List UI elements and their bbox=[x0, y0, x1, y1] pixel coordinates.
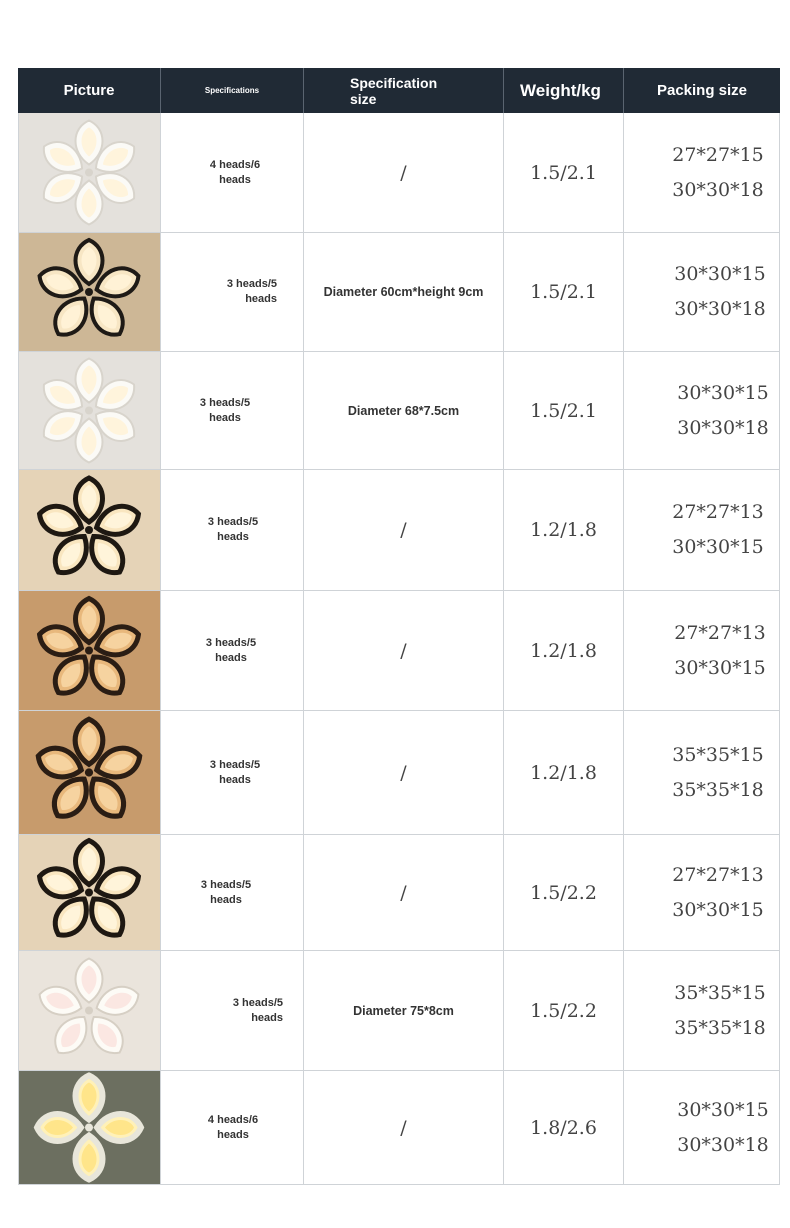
packing-size-1: 27*27*13 bbox=[674, 621, 766, 644]
weight-cell: 1.5/2.2 bbox=[504, 951, 624, 1070]
packing-size-1: 27*27*13 bbox=[672, 501, 764, 523]
spec-line-2: heads bbox=[251, 1011, 283, 1024]
packing-size-cell bbox=[624, 233, 780, 351]
spec-line-2: heads bbox=[217, 1128, 249, 1141]
packing-size-1: 35*35*15 bbox=[674, 981, 766, 1004]
spec-line-1: 3 heads/5 bbox=[209, 758, 261, 771]
weight-cell: 1.5/2.2 bbox=[504, 835, 624, 950]
weight-cell: 1.2/1.8 bbox=[504, 470, 624, 590]
spec-size-cell: / bbox=[304, 1071, 504, 1184]
packing-size-2: 30*30*18 bbox=[677, 1133, 769, 1156]
packing-size-cell bbox=[624, 711, 780, 834]
lamp-crystal-leaf-icon bbox=[18, 711, 161, 834]
spec-size-cell: / bbox=[304, 711, 504, 834]
weight-cell: 1.2/1.8 bbox=[504, 591, 624, 710]
spec-line-2: heads bbox=[245, 293, 277, 305]
lamp-black-leaf-icon bbox=[18, 835, 161, 950]
packing-size-2: 30*30*15 bbox=[674, 656, 766, 679]
packing-size-cell bbox=[624, 835, 780, 950]
spec-size-cell: Diameter 60cm*height 9cm bbox=[304, 233, 504, 351]
weight-cell: 1.5/2.1 bbox=[504, 113, 624, 232]
spec-size-cell: / bbox=[304, 591, 504, 710]
header-picture: Picture bbox=[18, 68, 161, 113]
table-row bbox=[18, 113, 780, 233]
specifications-cell bbox=[161, 1071, 304, 1184]
spec-size-cell: / bbox=[304, 835, 504, 950]
weight-cell: 1.5/2.1 bbox=[504, 233, 624, 351]
packing-size-cell bbox=[624, 352, 780, 469]
spec-line-1: 3 heads/5 bbox=[232, 996, 283, 1009]
header-spec-size bbox=[304, 68, 504, 113]
specifications-cell bbox=[161, 591, 304, 710]
lamp-white-petals-icon bbox=[18, 352, 161, 469]
packing-size-1: 27*27*15 bbox=[672, 143, 764, 166]
lamp-black-leaf-icon bbox=[18, 470, 161, 590]
table-row bbox=[18, 591, 780, 711]
spec-size-cell: / bbox=[304, 470, 504, 590]
specifications-cell bbox=[161, 113, 304, 232]
lamp-curl-petals-icon bbox=[18, 951, 161, 1070]
specifications-cell bbox=[161, 233, 304, 351]
spec-line-2: heads bbox=[217, 531, 249, 543]
table-row bbox=[18, 1071, 780, 1185]
packing-size-cell bbox=[624, 470, 780, 590]
spec-line-2: heads bbox=[219, 773, 251, 786]
spec-line-1: 3 heads/5 bbox=[200, 878, 252, 891]
packing-size-cell bbox=[624, 951, 780, 1070]
spec-size-cell: / bbox=[304, 113, 504, 232]
weight-cell: 1.8/2.6 bbox=[504, 1071, 624, 1184]
weight-cell: 1.5/2.1 bbox=[504, 352, 624, 469]
specifications-cell bbox=[161, 835, 304, 950]
header-weight: Weight/kg bbox=[504, 68, 624, 113]
packing-size-cell bbox=[624, 113, 780, 232]
spec-line-2: heads bbox=[215, 651, 247, 664]
packing-size-2: 30*30*18 bbox=[674, 298, 766, 320]
table-row bbox=[18, 233, 780, 352]
packing-size-2: 35*35*18 bbox=[672, 778, 764, 801]
packing-size-1: 27*27*13 bbox=[672, 863, 764, 886]
packing-size-cell bbox=[624, 1071, 780, 1184]
table-row bbox=[18, 711, 780, 835]
header-specifications: Specifications bbox=[161, 68, 304, 113]
spec-size-cell: Diameter 68*7.5cm bbox=[304, 352, 504, 469]
lamp-oval-petals-icon bbox=[18, 1071, 161, 1184]
specifications-cell bbox=[161, 711, 304, 834]
lamp-diamond-petals-icon bbox=[18, 233, 161, 351]
table-row bbox=[18, 835, 780, 951]
lamp-white-petals-icon bbox=[18, 113, 161, 232]
packing-size-2: 35*35*18 bbox=[674, 1016, 766, 1039]
specifications-cell bbox=[161, 352, 304, 469]
spec-line-1: 4 heads/6 bbox=[207, 1113, 259, 1126]
packing-size-2: 30*30*15 bbox=[672, 536, 764, 558]
spec-line-2: heads bbox=[209, 411, 241, 424]
spec-line-1: 3 heads/5 bbox=[199, 396, 251, 409]
spec-line-2: heads bbox=[219, 173, 251, 186]
packing-size-2: 30*30*18 bbox=[677, 416, 769, 439]
weight-cell: 1.2/1.8 bbox=[504, 711, 624, 834]
product-spec-table bbox=[18, 68, 780, 1185]
spec-line-1: 3 heads/5 bbox=[226, 278, 277, 290]
table-body bbox=[18, 113, 780, 1185]
table-row bbox=[18, 470, 780, 591]
packing-size-1: 35*35*15 bbox=[672, 743, 764, 766]
spec-line-1: 3 heads/5 bbox=[205, 636, 257, 649]
specifications-cell bbox=[161, 951, 304, 1070]
packing-size-1: 30*30*15 bbox=[677, 381, 769, 404]
packing-size-2: 30*30*18 bbox=[672, 178, 764, 201]
lamp-crystal-leaf-icon bbox=[18, 591, 161, 710]
table-row bbox=[18, 951, 780, 1071]
table-row bbox=[18, 352, 780, 470]
spec-line-2: heads bbox=[210, 893, 242, 906]
packing-size-2: 30*30*15 bbox=[672, 898, 764, 921]
packing-size-1: 30*30*15 bbox=[674, 263, 766, 285]
specifications-cell bbox=[161, 470, 304, 590]
spec-line-1: 4 heads/6 bbox=[209, 158, 261, 171]
spec-line-1: 3 heads/5 bbox=[207, 516, 259, 528]
packing-size-1: 30*30*15 bbox=[677, 1098, 769, 1121]
header-spec-size-line1: Specification bbox=[350, 74, 438, 91]
header-spec-size-line2: size bbox=[350, 90, 377, 107]
spec-size-cell: Diameter 75*8cm bbox=[304, 951, 504, 1070]
packing-size-cell bbox=[624, 591, 780, 710]
table-header bbox=[18, 68, 780, 113]
header-packing-size: Packing size bbox=[656, 82, 748, 99]
